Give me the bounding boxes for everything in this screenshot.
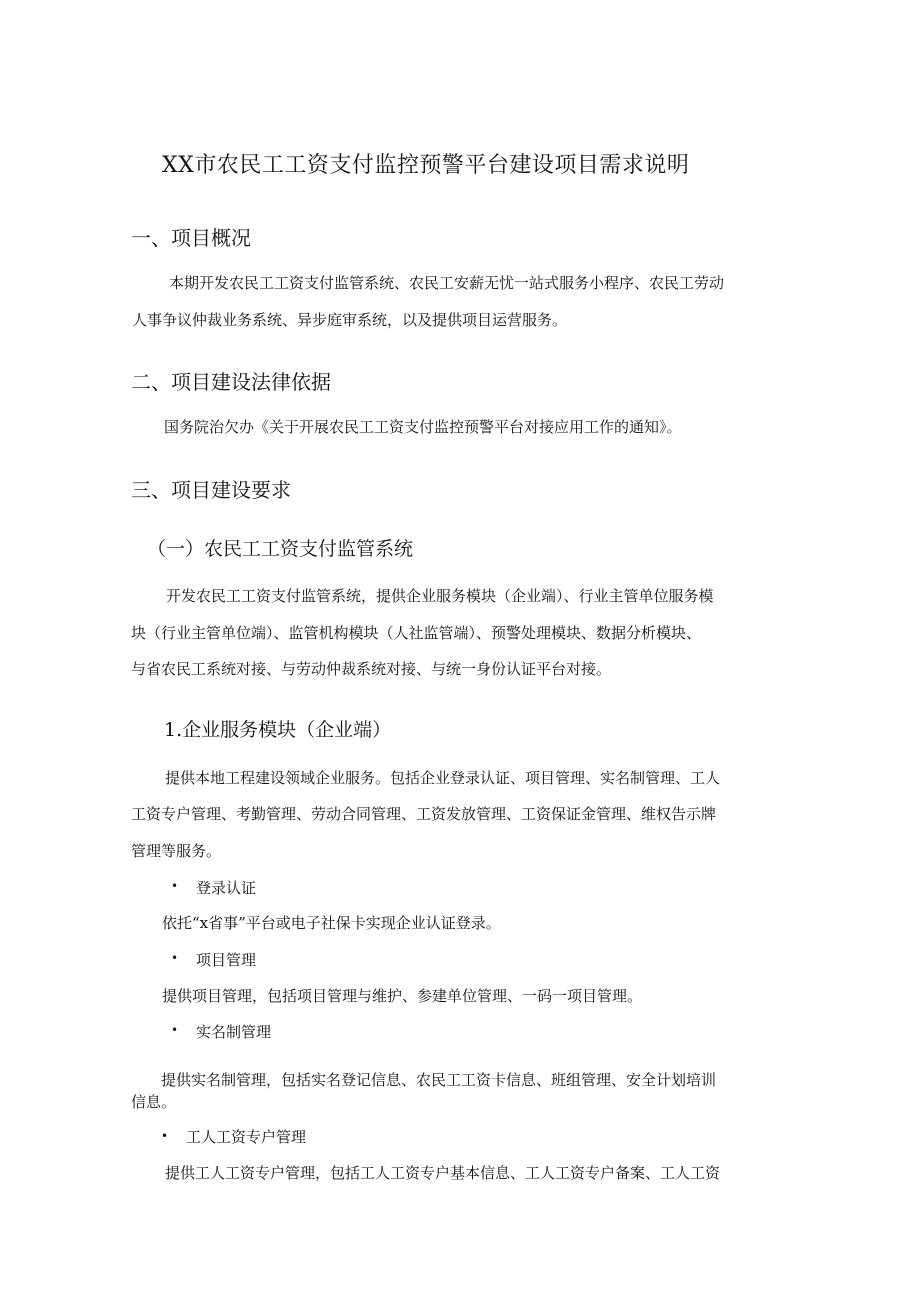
bullet-item-label: 实名制管理 [196, 1023, 272, 1041]
module-heading-enterprise: 1.企业服务模块（企业端） [164, 719, 392, 741]
wage-system-paragraph-line: 与省农民工系统对接、与劳动仲裁系统对接、与统一身份认证平台对接。 [131, 660, 612, 678]
bullet-icon: • [171, 951, 179, 965]
bullet-icon: • [161, 1129, 169, 1143]
enterprise-paragraph-line: 提供本地工程建设领域企业服务。包括企业登录认证、项目管理、实名制管理、工人 [165, 769, 721, 787]
legal-basis-paragraph: 国务院治欠办《关于开展农民工工资支付监控预警平台对接应用工作的通知》。 [164, 418, 682, 436]
wage-system-paragraph-line: 开发农民工工资支付监管系统，提供企业服务模块（企业端）、行业主管单位服务模 [166, 587, 714, 605]
bullet-item-label: 工人工资专户管理 [186, 1128, 307, 1146]
bullet-item-description: 信息。 [131, 1093, 177, 1111]
subsection-heading-wage-system: （一）农民工工资支付监管系统 [147, 538, 414, 560]
section-heading-requirements: 三、项目建设要求 [131, 478, 291, 502]
bullet-icon: • [171, 1023, 179, 1037]
enterprise-paragraph-line: 管理等服务。 [131, 842, 222, 860]
bullet-item-description: 提供实名制管理，包括实名登记信息、农民工工资卡信息、班组管理、安全计划培训 [161, 1071, 717, 1089]
bullet-item-description: 提供项目管理，包括项目管理与维护、参建单位管理、一码一项目管理。 [162, 987, 643, 1005]
bullet-item-label: 登录认证 [196, 879, 257, 897]
document-title: XX市农民工工资支付监控预警平台建设项目需求说明 [162, 153, 690, 178]
section-heading-legal-basis: 二、项目建设法律依据 [131, 370, 331, 394]
section-heading-overview: 一、项目概况 [131, 226, 251, 250]
wage-system-paragraph-line: 块（行业主管单位端）、监管机构模块（人社监管端）、预警处理模块、数据分析模块、 [131, 624, 702, 642]
overview-paragraph-line: 人事争议仲裁业务系统、异步庭审系统，以及提供项目运营服务。 [132, 311, 568, 329]
bullet-item-label: 项目管理 [196, 951, 257, 969]
bullet-icon: • [171, 879, 179, 893]
overview-paragraph-line: 本期开发农民工工资支付监管系统、农民工安薪无忧一站式服务小程序、农民工劳动 [169, 274, 725, 292]
bullet-item-description: 依托“x省事”平台或电子社保卡实现企业认证登录。 [162, 914, 501, 932]
bullet-item-description: 提供工人工资专户管理，包括工人工资专户基本信息、工人工资专户备案、工人工资 [165, 1164, 721, 1182]
enterprise-paragraph-line: 工资专户管理、考勤管理、劳动合同管理、工资发放管理、工资保证金管理、维权告示牌 [131, 805, 717, 823]
